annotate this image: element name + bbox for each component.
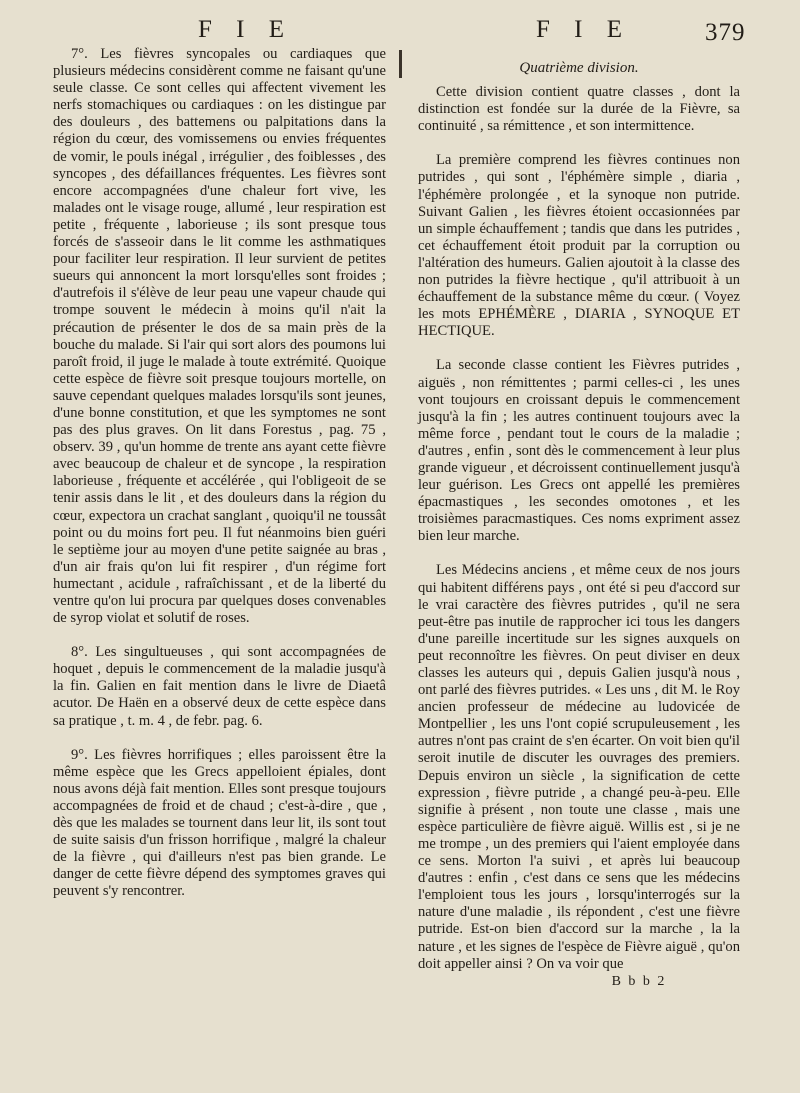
- right-column: [418, 46, 740, 990]
- paragraph-singultueuses: 8°. Les singultueuses , qui sont accompagnées de hoquet , depuis le commencement de la maladie jusqu'à la fin. Galien en fait mention dans le livre de Diaetâ acutor. De Haën en a observé deux de cette espèce dans sa pratique , t. m. 4 , de febr. pag. 6.: [53, 644, 386, 729]
- paragraph-anciens-medecins: Les Médecins anciens , et même ceux de nos jours qui habitent différens pays , ont été si peu d'accord sur le vrai caractère des fièvres putrides , qu'il ne sera peut-être pas inutile de rapprocher ici tous les dangers d'une pareille incertitude sur les signes auxquels on peut reconnoître les fièvres. On peut diviser en deux classes les auteurs qui , depuis Galien jusqu'à nous , ont parlé des fièvres putrides. « Les uns , dit M. le Roy ancien professeur de médecine au ludovicée de Montpellier , les uns l'ont copié scrupuleusement , les autres n'ont pas craint de s'en écarter. On voit bien qu'il seroit inutile de discuter les ouvrages des premiers. Depuis environ un siècle , la signification de cette expression , fièvre putride , a changé peu-à-peu. Elle signifie à présent , non toute une classe , mais une espèce particulière de fièvre aiguë. Willis est , si je ne me trompe , un des premiers qui l'aient employée dans ce sens. Morton l'a suivi , et après lui beaucoup d'autres : enfin , c'est dans ce sens que les médecins l'emploient tous les jours , lorsqu'interrogés sur la nature d'une maladie , ils répondent , c'est une fièvre putride. Est-on bien d'accord sur la marche , la la nature , et les signes de l'espèce de Fièvre aiguë , qu'on doit appeller ainsi ? On va voir que: [418, 562, 740, 972]
- paragraph-first-class: La première comprend les fièvres continues non putrides , qui sont , l'éphémère simple , diaria , l'éphémère prolongée , et la synoque non putride. Suivant Galien , les fièvres étoient occasionnées par un simple échauffement ; tandis que dans les putrides , cet échauffement étoit produit par la corruption ou l'altération des humeurs. Galien ajoutoit à la classe des non putrides la fièvre hectique , qu'il attribuoit à un échauffement de la substance même du cœur. ( Voyez les mots EPHÉMÈRE , DIARIA , SYNOQUE ET HECTIQUE.: [418, 152, 740, 340]
- section-title: Quatrième division.: [519, 60, 639, 76]
- right-running-head: F I E: [536, 16, 631, 43]
- running-header: [0, 16, 800, 48]
- paragraph-horrifiques: 9°. Les fièvres horrifiques ; elles paroissent être la même espèce que les Grecs appelloient épiales, dont nous avons déjà fait mention. Elles sont presque toujours accompagnées de froid et de chaud ; c'est-à-dire , que , dès que les malades se tournent dans leur lit, ils sont tout de suite saisis d'un frisson horrifique , malgré la chaleur de la fièvre , qui d'ailleurs n'est pas bien grande. Le danger de cette fièvre dépend des symptomes graves qui peuvent s'y rencontrer.: [53, 746, 386, 900]
- signature-mark: B b b 2: [611, 973, 667, 989]
- left-column: [53, 46, 386, 901]
- page-number: 379: [705, 19, 746, 46]
- paragraph-division-intro: Cette division contient quatre classes , dont la distinction est fondée sur la durée de la Fièvre, sa continuité , sa rémittence , et son intermittence.: [418, 84, 740, 135]
- paragraph-syncopales: 7°. Les fièvres syncopales ou cardiaques que plusieurs médecins considèrent comme ne faisant qu'une seule classe. Ce sont celles qui affectent vivement les nerfs stomachiques ou cardiaques : on les distingue par des douleurs , des battemens ou palpitations dans la région du cœur, des vomissemens ou envies fréquentes de vomir, le pouls inégal , irrégulier , des foiblesses , des syncopes , des défaillances fréquentes. Les fièvres sont encore accompagnées d'une chaleur fort vive, les malades ont le visage rouge, allumé , leur respiration est petite , fréquente , laborieuse ; ils sont presque tous forcés de s'asseoir dans le lit comme les asthmatiques pour faciliter leur respiration. Il leur survient de petites sueurs qui annoncent la mort lorsqu'elles sont froides ; d'autrefois il s'élève de leur peau une vapeur chaude qui trompe souvent le médecin à moins qu'il n'ait la précaution de présenter le dos de sa main près de la bouche du malade. Si l'air qui sort alors des poumons lui paroît froid, il juge le malade à toute extrémité. Quoique cette espèce de fièvre soit presque toujours mortelle, on sauve cependant quelques malades lorsqu'ils sont jeunes, d'une bonne constitution, et que les symptomes ne sont pas des plus graves. On lit dans Forestus , pag. 75 , observ. 39 , qu'un homme de trente ans ayant cette fièvre avec beaucoup de chaleur et de syncope , la respiration laborieuse , fréquente et accélérée , qui l'obligeoit de se tenir assis dans le lit , et des douleurs dans la région du cœur, expectora un crachat sanglant , quoiqu'il ne toussât point ou du moins fort peu. Il fut néanmoins bien guéri le septième jour au moyen d'une petite saignée au bras , d'un air frais qu'on lui fit respirer , d'un régime fort humectant , acidule , rafraîchissant , et de la liberté du ventre qu'on lui procura par quelques doses convenables de syrop violat et solutif de roses.: [53, 46, 386, 627]
- left-running-head: F I E: [198, 16, 293, 43]
- column-rule: [399, 50, 402, 78]
- paragraph-second-class: La seconde classe contient les Fièvres putrides , aiguës , non rémittentes ; parmi celles-ci , les unes vont toujours en croissant depuis le commencement jusqu'à la fin ; les autres continuent toujours avec la même force , pendant tout le cours de la maladie ; d'autres , enfin , sont dès le commencement à leur plus grande vigueur , et décroissent continuellement jusqu'à leur guérison. Les Grecs ont appellé les premières épacmastiques , les secondes omotones , et les troisièmes paracmastiques. Ces noms expriment assez bien leur marche.: [418, 357, 740, 545]
